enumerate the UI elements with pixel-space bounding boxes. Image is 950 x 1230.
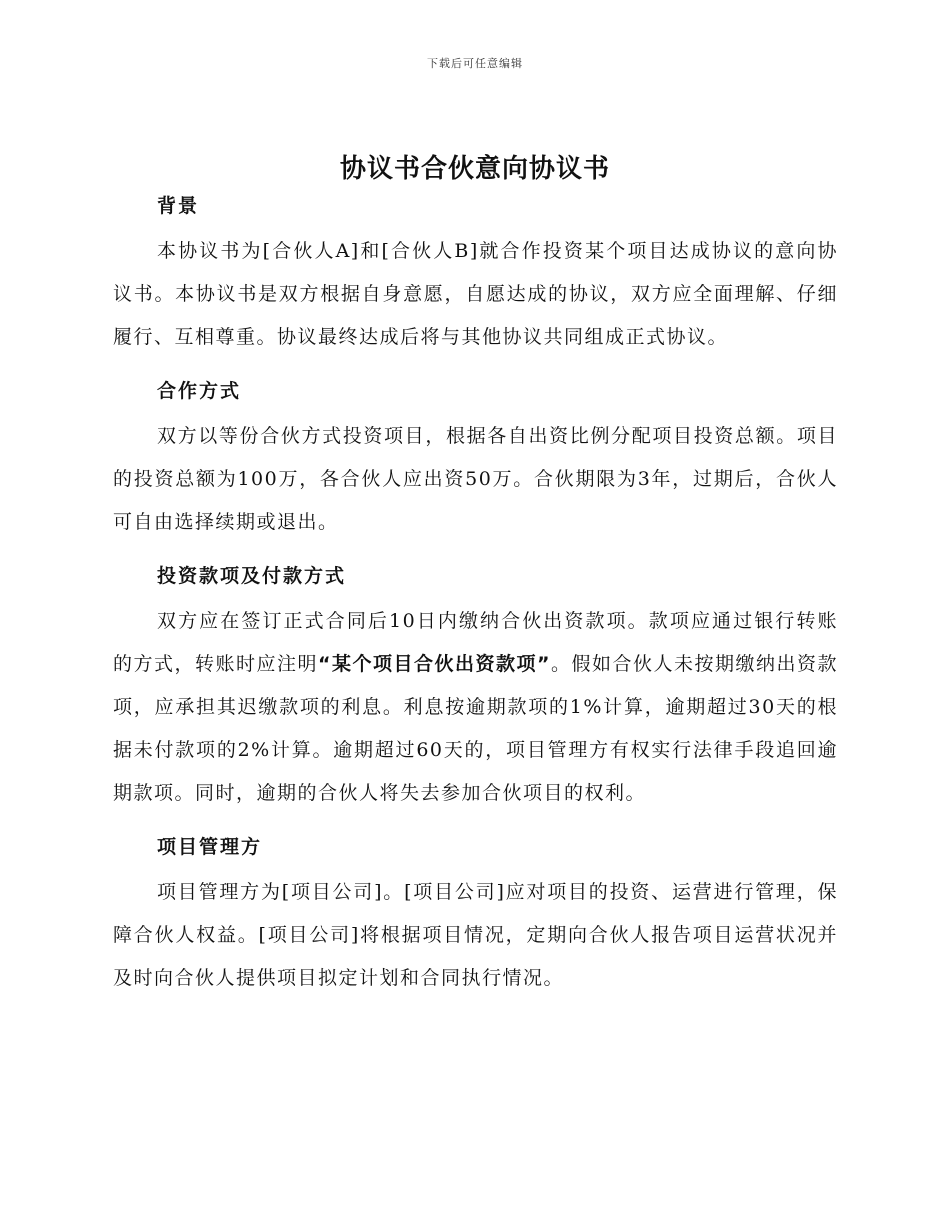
section-paragraph-project-manager: 项目管理方为[项目公司]。[项目公司]应对项目的投资、运营进行管理，保障合伙人权益。[项目公司]将根据项目情况，定期向合伙人报告项目运营状况并及时向合伙人提供项目拟定计划和合同执行情况。 xyxy=(113,881,838,989)
section-background xyxy=(113,186,838,359)
page-header-note: 下载后可任意编辑 xyxy=(427,57,523,70)
section-project-manager xyxy=(113,827,838,1000)
section-heading-project-manager: 项目管理方 xyxy=(157,836,263,858)
section-paragraph-cooperation-mode: 双方以等份合伙方式投资项目，根据各自出资比例分配项目投资总额。项目的投资总额为100万，各合伙人应出资50万。合伙期限为3年，过期后，合伙人可自由选择续期或退出。 xyxy=(113,425,838,533)
section-heading-background: 背景 xyxy=(157,195,200,217)
payment-note-emphasis: “某个项目合伙出资款项” xyxy=(318,653,551,675)
document-body xyxy=(113,186,838,1012)
paragraph-text-part1: 双方应在签订正式合同后10日内缴纳合伙出资款项。款项应通过银行转账的方式，转账时应注明 xyxy=(113,610,838,675)
paragraph-text-part2: 。假如合伙人未按期缴纳出资款项，应承担其迟缴款项的利息。利息按逾期款项的1%计算，逾期超过30天的根据未付款项的2%计算。逾期超过60天的，项目管理方有权实行法律手段追回逾期款项。同时，逾期的合伙人将失去参加合伙项目的权利。 xyxy=(113,653,839,804)
section-investment-payment xyxy=(113,556,838,815)
section-heading-cooperation-mode: 合作方式 xyxy=(157,380,242,402)
section-paragraph-investment-payment xyxy=(113,600,838,815)
section-heading-investment-payment: 投资款项及付款方式 xyxy=(157,565,347,587)
section-paragraph-background: 本协议书为[合伙人A]和[合伙人B]就合作投资某个项目达成协议的意向协议书。本协议书是双方根据自身意愿，自愿达成的协议，双方应全面理解、仔细履行、互相尊重。协议最终达成后将与其他协议共同组成正式协议。 xyxy=(113,240,838,348)
document-title: 协议书合伙意向协议书 xyxy=(339,154,610,184)
section-cooperation-mode xyxy=(113,371,838,544)
